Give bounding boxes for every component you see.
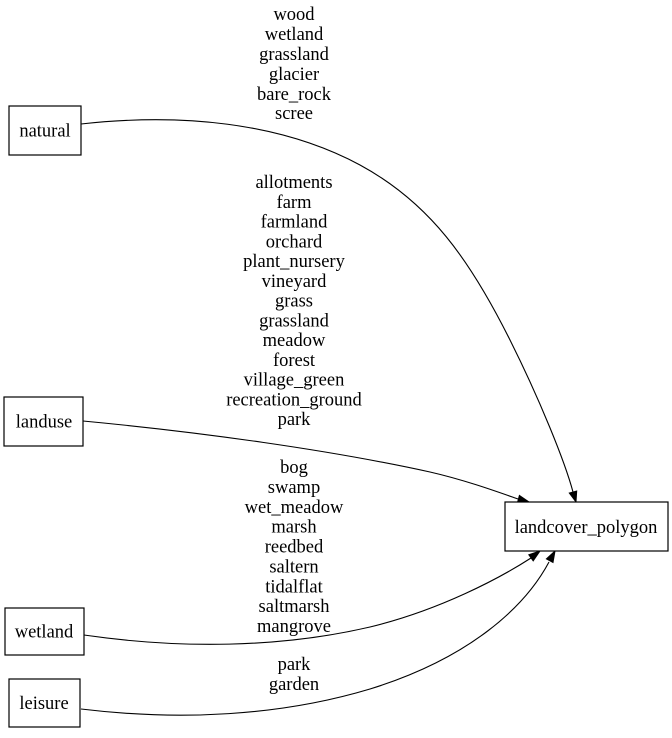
node-landuse-label: landuse	[15, 412, 73, 433]
edge-label-natural	[257, 5, 332, 124]
edge-label-line: saltern	[269, 557, 319, 578]
edge-label-line: reedbed	[264, 537, 324, 558]
edge-label-line: meadow	[262, 331, 326, 351]
node-wetland-label: wetland	[14, 622, 74, 643]
edge-label-line: wetland	[264, 25, 324, 45]
edge-label-line: vineyard	[261, 271, 327, 292]
edge-label-line: bare_rock	[257, 85, 331, 105]
edge-label-line: village_green	[243, 370, 345, 391]
arrowhead-natural	[569, 491, 576, 502]
edge-label-line: allotments	[255, 173, 333, 193]
node-wetland	[5, 608, 84, 655]
edge-label-wetland	[245, 458, 344, 637]
edge-label-line: marsh	[271, 517, 317, 538]
edge-label-line: forest	[272, 350, 316, 371]
edge-label-landuse	[226, 173, 362, 430]
edge-label-line: park	[277, 410, 311, 430]
edge-label-line: swamp	[267, 477, 321, 498]
edge-label-line: wood	[273, 5, 315, 25]
edge-label-line: grass	[274, 291, 314, 312]
node-natural	[9, 106, 81, 155]
edge-label-line: wet_meadow	[244, 497, 344, 518]
edge-label-line: orchard	[265, 232, 323, 253]
edge-label-line: garden	[268, 675, 320, 695]
edge-label-line: farm	[276, 192, 312, 213]
edge-label-leisure	[269, 655, 319, 695]
edge-label-line: saltmarsh	[258, 597, 330, 618]
edge-label-line: grassland	[259, 45, 329, 65]
node-landcover-polygon	[505, 502, 668, 551]
edge-label-line: scree	[275, 104, 313, 124]
edge-label-line: glacier	[268, 65, 320, 85]
edge-label-line: mangrove	[257, 617, 331, 637]
node-natural-label: natural	[19, 121, 71, 142]
edge-label-line: tidalflat	[265, 577, 323, 598]
edge-label-line: park	[277, 655, 311, 675]
arrowhead-leisure	[546, 551, 555, 563]
node-landcover-polygon-label: landcover_polygon	[514, 518, 658, 538]
node-landuse	[4, 397, 83, 446]
node-leisure	[9, 679, 80, 727]
edge-label-line: recreation_ground	[226, 390, 362, 411]
edge-label-line: grassland	[259, 311, 329, 332]
edge-label-line: plant_nursery	[243, 252, 345, 272]
arrowhead-wetland	[529, 551, 540, 561]
node-leisure-label: leisure	[19, 694, 69, 714]
edge-label-line: bog	[280, 458, 308, 478]
edge-label-line: farmland	[260, 212, 328, 233]
